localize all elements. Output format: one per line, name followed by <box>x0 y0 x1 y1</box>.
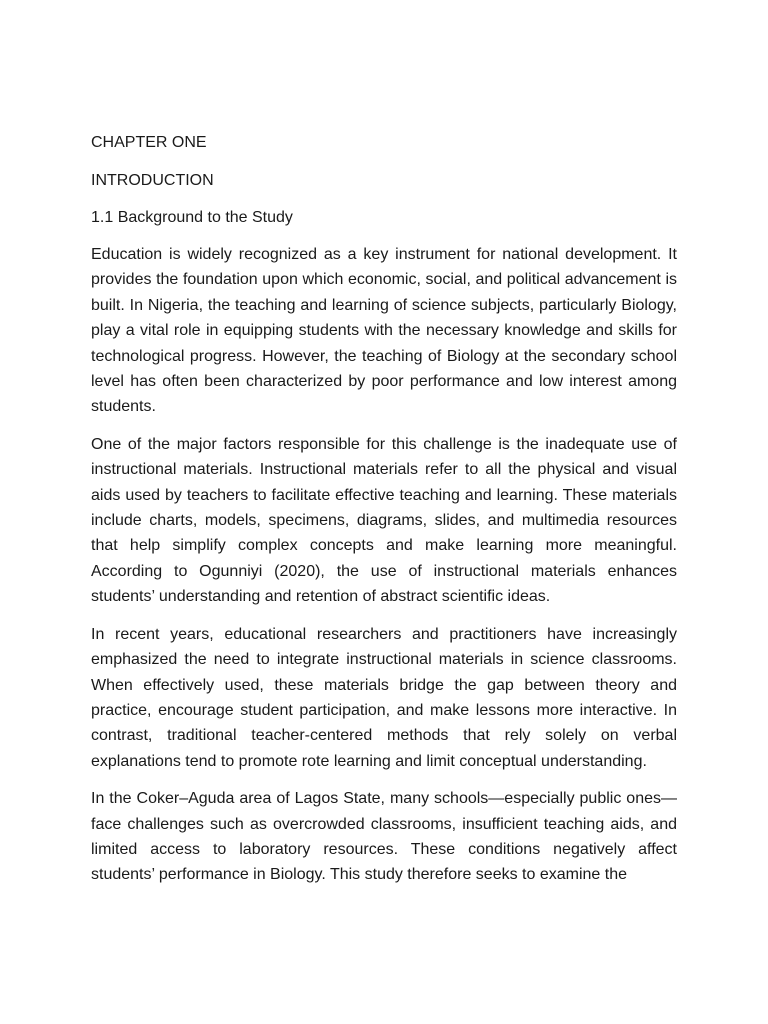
paragraph-1: Education is widely recognized as a key instrument for national development. It provides the foundation upon which economic, social, and political advancement is built. In Nigeria, the teaching and learning of science subjects, particularly Biology, play a vital role in equipping students with the necessary knowledge and skills for technological progress. However, the teaching of Biology at the secondary school level has often been characterized by poor performance and low interest among students. <box>91 246 677 416</box>
paragraph-2: One of the major factors responsible for this challenge is the inadequate use of instructional materials. Instructional materials refer to all the physical and visual aids used by teachers to facilitate effective teaching and learning. These materials include charts, models, specimens, diagrams, slides, and multimedia resources that help simplify complex concepts and make learning more meaningful. According to Ogunniyi (2020), the use of instructional materials enhances students’ understanding and retention of abstract scientific ideas. <box>91 435 677 606</box>
paragraph-4: In the Coker–Aguda area of Lagos State, many schools—especially public ones—face challenges such as overcrowded classrooms, insufficient teaching aids, and limited access to laboratory resources. These conditions negatively affect students’ performance in Biology. This study therefore seeks to examine the <box>91 790 677 884</box>
chapter-heading: CHAPTER ONE <box>91 134 207 151</box>
chapter-title: INTRODUCTION <box>91 172 214 189</box>
paragraph-3: In recent years, educational researchers and practitioners have increasingly emphasized the need to integrate instructional materials in science classrooms. When effectively used, these materials bridge the gap between theory and practice, encourage student participation, and make lessons more interactive. In contrast, traditional teacher-centered methods that rely solely on verbal explanations tend to promote rote learning and limit conceptual understanding. <box>91 625 677 770</box>
section-heading: 1.1 Background to the Study <box>91 209 293 226</box>
